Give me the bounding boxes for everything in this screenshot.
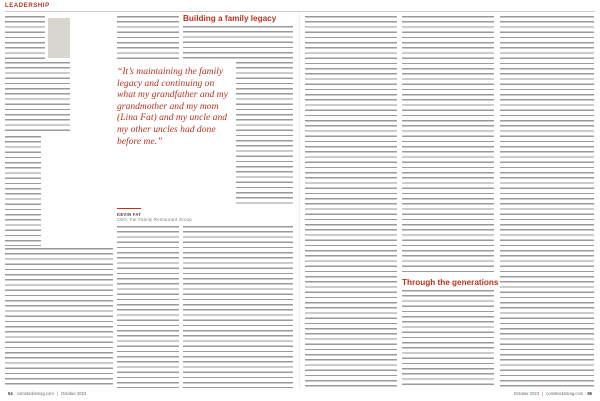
pull-quote-title: CEO, Fat Family Restaurant Group (117, 217, 192, 222)
footer-right: October 2023 | comstocksmag.com 55 (513, 391, 592, 396)
sidebar-heading: Building a family legacy (183, 14, 277, 23)
footer-left: 54 comstocksmag.com | October 2023 (8, 391, 87, 396)
pull-quote-rule (117, 208, 141, 209)
sidebar-text-top (183, 26, 293, 60)
second-heading: Through the generations (402, 278, 499, 287)
footer-publication-left: comstocksmag.com (16, 391, 54, 396)
body-text-column-1-top (5, 16, 45, 60)
footer-page-number-left: 54 (8, 391, 13, 396)
header-rule (5, 11, 595, 12)
body-text-column-1-lower (5, 248, 113, 388)
body-text-column-4-upper (402, 16, 494, 272)
pull-quote-attribution (117, 212, 232, 222)
footer-page-number-right: 55 (587, 391, 592, 396)
body-text-column-4-lower (402, 290, 494, 388)
body-text-column-2-top (117, 16, 179, 60)
body-text-column-5 (500, 16, 594, 388)
footer-issue-left: October 2023 (60, 391, 87, 396)
body-text-column-1-upper (5, 62, 70, 134)
footer-issue-right: October 2023 (513, 391, 540, 396)
footer-publication-right: comstocksmag.com (546, 391, 584, 396)
drop-cap-image (48, 18, 70, 58)
sidebar-text-lower (183, 226, 293, 388)
pull-quote: “It’s maintaining the family legacy and continuing on what my grandfather and my grandmother and my mom (Lina Fat) and my uncle and my other uncles had done before me.” (117, 66, 228, 147)
sidebar-text-wrap (236, 62, 293, 206)
section-label: LEADERSHIP (5, 3, 50, 9)
pull-quote-name: KEVIN FAT (117, 212, 142, 217)
body-text-column-3 (305, 16, 397, 388)
body-text-column-2-lower (117, 226, 179, 388)
body-text-column-1-wrap (5, 136, 41, 246)
page-gutter (299, 12, 300, 390)
